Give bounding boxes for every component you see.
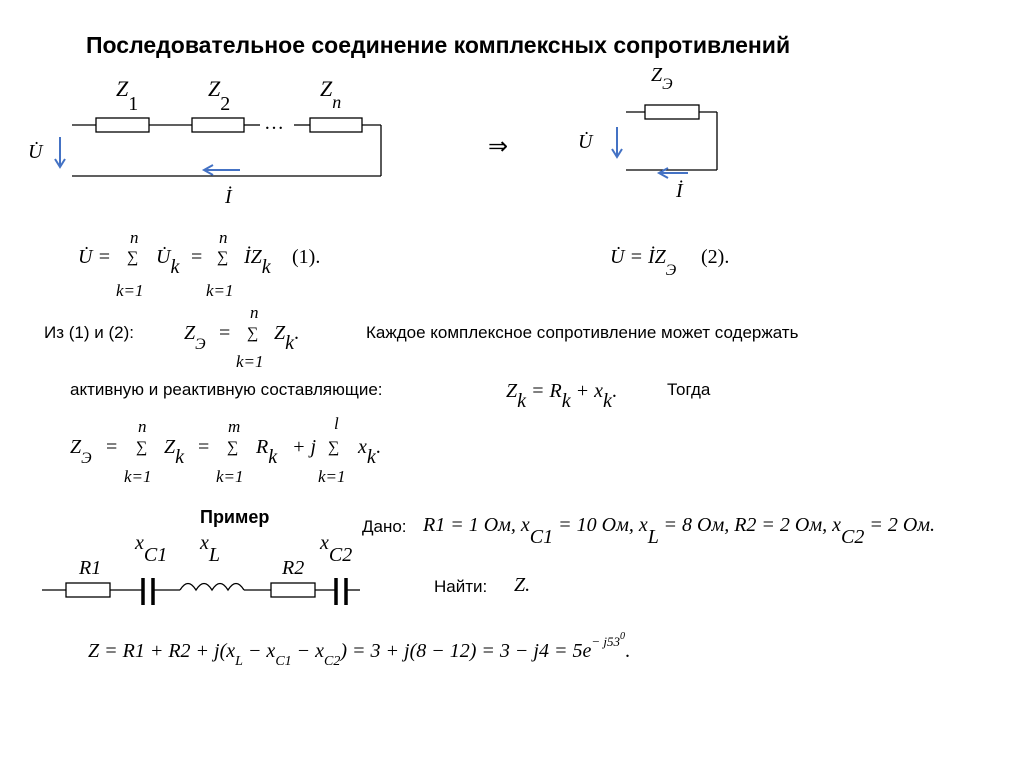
equivalent-circuit xyxy=(626,105,717,170)
voltage-label: U̇ xyxy=(28,141,43,163)
find-label: Найти: xyxy=(434,577,488,596)
resistor-r1 xyxy=(66,583,110,597)
current-label: İ xyxy=(225,186,232,208)
series-circuit xyxy=(72,118,381,176)
r1-label: R1 xyxy=(79,557,102,579)
from-1-and-2-text: Из (1) и (2): xyxy=(44,323,134,342)
zn-label: $Z_n$ xyxy=(320,76,342,112)
voltage-label-2: U̇ xyxy=(578,131,593,153)
r2-label: R2 xyxy=(282,557,305,579)
inductor-xl xyxy=(180,584,244,591)
each-impedance-text: Каждое комплексное сопротивление может содержать xyxy=(366,323,799,342)
current-label-2: İ xyxy=(676,180,683,202)
resistor-r2 xyxy=(271,583,315,597)
given-values: R1 = 1 Ом, xC1 = 10 Ом, xL = 8 Ом, R2 = 2 Ом, xC2 = 2 Ом. xyxy=(423,514,936,548)
resistor-z1 xyxy=(96,118,149,132)
implies-arrow: ⇒ xyxy=(488,134,509,160)
xl-label: xL xyxy=(200,532,221,566)
ze-label: $Z_Э$ xyxy=(651,64,673,93)
resistor-z2 xyxy=(192,118,244,132)
resistor-zn xyxy=(310,118,362,132)
zk-formula: Zk = Rk + xk. xyxy=(506,380,617,412)
page-title: Последовательное соединение комплексных сопротивлений xyxy=(86,32,791,58)
xc1-label: xC1 xyxy=(135,532,168,566)
active-reactive-text: активную и реактивную составляющие: xyxy=(70,380,383,399)
given-label: Дано: xyxy=(362,517,407,536)
result-formula: $Z = R1 + R2 + j(x_L - x_{C1} - x_{C2}) = 3 + j(8 - 12) = 3 - j4 = 5e^{- j530}$. xyxy=(88,631,630,669)
xc2-label: xC2 xyxy=(320,532,353,566)
find-value: Z. xyxy=(514,574,531,596)
dots: … xyxy=(264,112,284,134)
then-text: Тогда xyxy=(667,380,711,399)
resistor-ze xyxy=(645,105,699,119)
example-heading: Пример xyxy=(200,507,270,527)
example-circuit xyxy=(42,578,360,605)
z2-label: Z2 xyxy=(208,76,231,115)
z1-label: Z1 xyxy=(116,76,139,115)
